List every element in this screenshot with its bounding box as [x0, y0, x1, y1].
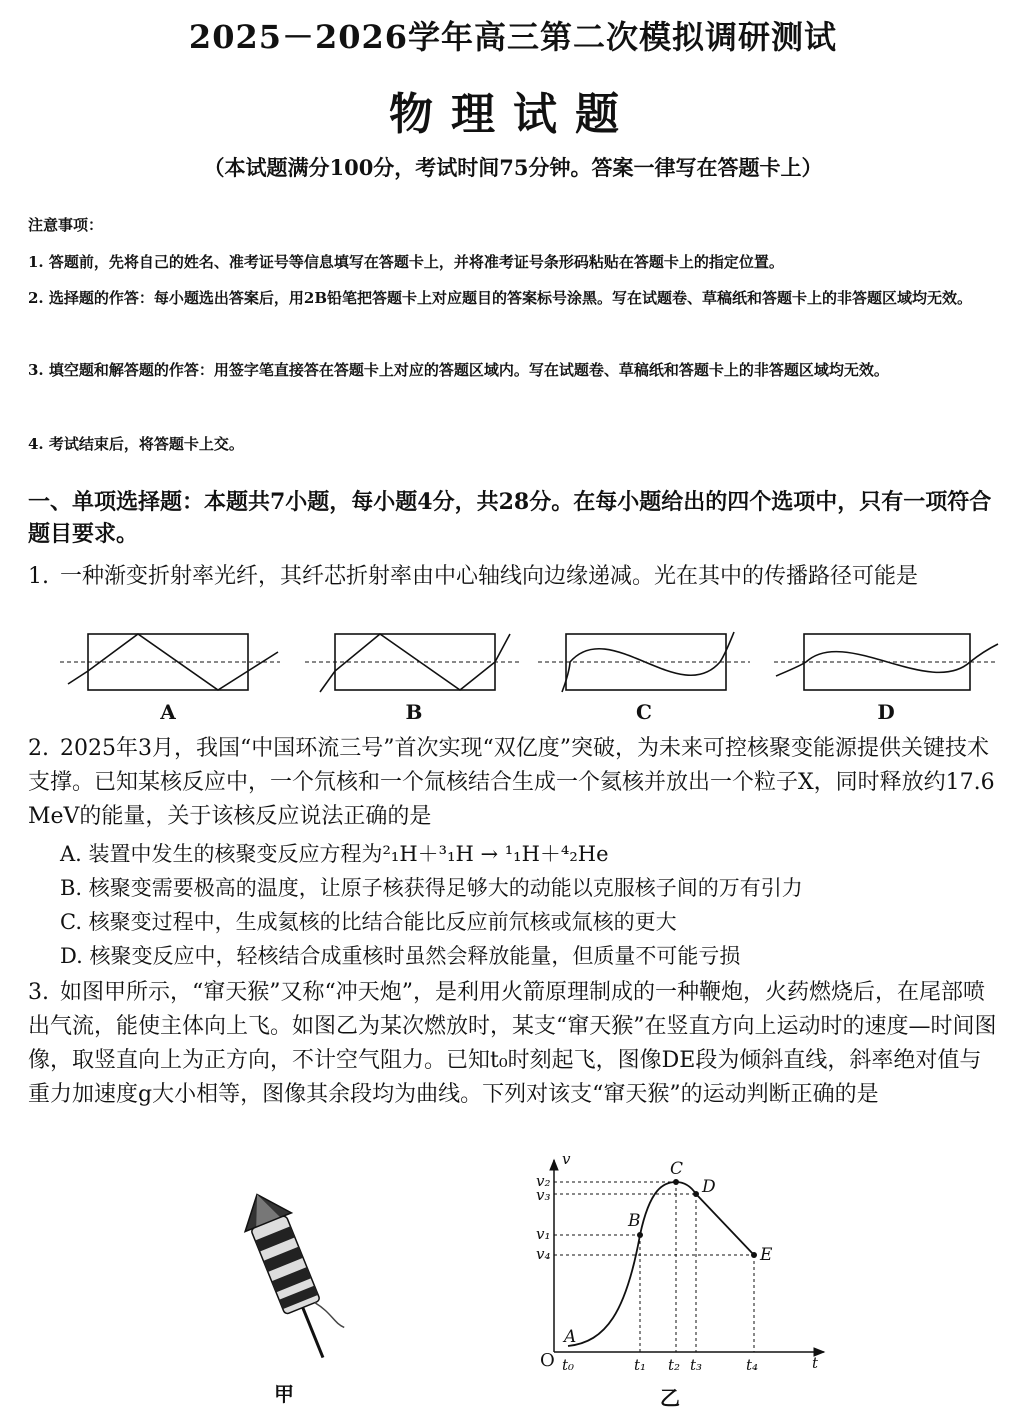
notice-heading: 注意事项：	[28, 216, 104, 234]
figure-label-jia: 甲	[274, 1382, 294, 1406]
fiber-label-b: B	[405, 700, 423, 724]
graph-axis-v: v	[562, 1152, 571, 1168]
graph-point-d: D	[702, 1177, 716, 1197]
graph-point-c: C	[670, 1159, 684, 1179]
notice-item-2: 2. 选择题的作答：每小题选出答案后，用2B铅笔把答题卡上对应题目的答案标号涂黑。写在试题卷、草稿纸和答题卡上的非答题区域均无效。	[28, 289, 973, 307]
section-title: 一、单项选择题：本题共7小题，每小题4分，共28分。在每小题给出的四个选项中，只有一项符合题目要求。	[28, 489, 992, 547]
graph-axis-t: t	[812, 1354, 819, 1372]
question-3	[28, 976, 1003, 1112]
question-number: 1.	[28, 564, 49, 589]
question-number: 2.	[28, 736, 49, 761]
graph-t-tick-t4: t₄	[746, 1356, 759, 1374]
fiber-option-c	[538, 632, 750, 692]
fiber-option-a	[60, 634, 280, 690]
question-stem: 2025年3月，我国“中国环流三号”首次实现“双亿度”突破，为未来可控核聚变能源提供关键技术支撑。已知某核反应中，一个氘核和一个氚核结合生成一个氦核并放出一个粒子X，同时释放约17.6 MeV的能量，关于该核反应说法正确的是	[28, 736, 995, 829]
graph-v-tick-v3: v₃	[536, 1186, 551, 1204]
fiber-option-b	[305, 634, 520, 692]
fiber-label-d: D	[877, 700, 895, 724]
notice-item-4: 4. 考试结束后，将答题卡上交。	[28, 435, 244, 453]
graph-point-e: E	[760, 1245, 773, 1265]
fiber-option-d	[774, 634, 998, 690]
exam-title: 2025－2026学年高三第二次模拟调研测试	[188, 18, 838, 56]
graph-t-tick-t1: t₁	[634, 1356, 647, 1374]
graph-origin: O	[540, 1350, 555, 1371]
question-2	[28, 732, 1003, 834]
subject-title: 物理试题	[389, 89, 637, 140]
fiber-diagrams	[50, 626, 1010, 706]
graph-v-tick-v1: v₁	[536, 1225, 551, 1243]
figure-label-yi: 乙	[660, 1386, 680, 1410]
question-stem: 如图甲所示，“窜天猴”又称“冲天炮”，是利用火箭原理制成的一种鞭炮，火药燃烧后，在尾部喷出气流，能使主体向上飞。如图乙为某次燃放时，某支“窜天猴”在竖直方向上运动时的速度—时间图像，取竖直向上为正方向，不计空气阻力。已知t₀时刻起飞，图像DE段为倾斜直线，斜率绝对值与重力加速度g大小相等，图像其余段均为曲线。下列对该支“窜天猴”的运动判断正确的是	[28, 980, 997, 1107]
q2-option-d: D. 核聚变反应中，轻核结合成重核时虽然会释放能量，但质量不可能亏损	[60, 944, 741, 968]
graph-t-tick-t2: t₂	[668, 1356, 681, 1374]
rocket-firework-figure	[225, 1186, 355, 1366]
exam-info: （本试题满分100分，考试时间75分钟。答案一律写在答题卡上）	[203, 155, 823, 180]
graph-point-a: A	[564, 1327, 577, 1347]
velocity-time-graph	[526, 1152, 836, 1382]
question-stem: 一种渐变折射率光纤，其纤芯折射率由中心轴线向边缘递减。光在其中的传播路径可能是	[60, 564, 919, 589]
fiber-label-a: A	[160, 700, 176, 724]
q2-option-a: A. 装置中发生的核聚变反应方程为²₁H＋³₁H → ¹₁H＋⁴₂He	[60, 842, 609, 866]
graph-t-tick-t0: t₀	[562, 1356, 575, 1374]
question-number: 3.	[28, 980, 49, 1005]
fiber-label-c: C	[636, 700, 652, 724]
notice-item-1: 1. 答题前，先将自己的姓名、准考证号等信息填写在答题卡上，并将准考证号条形码粘贴在答题卡上的指定位置。	[28, 253, 784, 271]
graph-v-tick-v4: v₄	[536, 1245, 551, 1263]
notice-item-3: 3. 填空题和解答题的作答：用签字笔直接答在答题卡上对应的答题区域内。写在试题卷、草稿纸和答题卡上的非答题区域均无效。	[28, 361, 889, 379]
q2-option-c: C. 核聚变过程中，生成氦核的比结合能比反应前氘核或氚核的更大	[60, 910, 677, 934]
graph-point-b: B	[628, 1211, 641, 1231]
question-1	[28, 560, 1003, 594]
graph-v-tick-v2: v₂	[536, 1172, 551, 1190]
graph-t-tick-t3: t₃	[690, 1356, 703, 1374]
q2-option-b: B. 核聚变需要极高的温度，让原子核获得足够大的动能以克服核子间的万有引力	[60, 876, 803, 900]
